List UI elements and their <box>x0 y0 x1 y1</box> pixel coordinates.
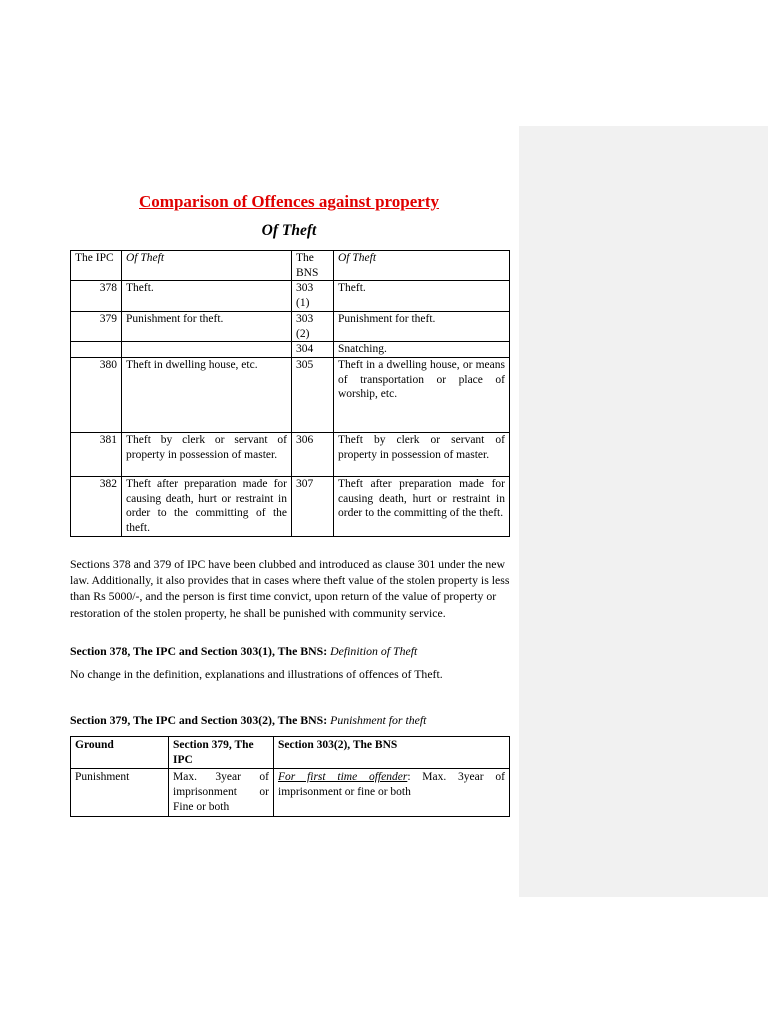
clause-summary-paragraph: Sections 378 and 379 of IPC have been clubbed and introduced as clause 301 under the new law. Additionally, it also provides that in cases where theft value of the stolen property is less than Rs 5000/-, and the person is first time convict, upon return of the value of property or restoration of the stolen property, he shall be punished with community service. <box>70 557 510 620</box>
bns-punishment-text: : Max. 3year of imprisonment or fine or both <box>278 771 505 799</box>
ipc-section-cell: 381 <box>71 432 122 476</box>
ipc-section-cell <box>71 342 122 358</box>
bns-punishment-cell <box>274 769 510 816</box>
ipc-section-cell: 379 <box>71 311 122 341</box>
table-row <box>71 432 510 476</box>
punishment-comparison-table <box>70 736 510 817</box>
ipc-column-header: The IPC <box>71 251 122 281</box>
section-subtitle: Of Theft <box>261 222 317 239</box>
ipc-section-cell: 378 <box>71 281 122 311</box>
bns-offence-cell: Theft. <box>334 281 510 311</box>
ipc-heading-cell: Of Theft <box>122 251 292 281</box>
bns-section-cell: 306 <box>292 432 334 476</box>
ipc-section-cell: 380 <box>71 357 122 432</box>
ipc-offence-cell: Theft in dwelling house, etc. <box>122 357 292 432</box>
heading-bold-text: Section 379, The IPC and Section 303(2), The BNS: <box>70 713 328 727</box>
ipc-column-header: Section 379, The IPC <box>169 737 274 769</box>
ground-column-header: Ground <box>71 737 169 769</box>
bns-offence-cell: Snatching. <box>334 342 510 358</box>
ground-cell: Punishment <box>71 769 169 816</box>
table-row <box>71 342 510 358</box>
bns-section-cell: 307 <box>292 476 334 536</box>
bns-column-header: The BNS <box>292 251 334 281</box>
ipc-offence-cell: Punishment for theft. <box>122 311 292 341</box>
ipc-punishment-cell: Max. 3year of imprisonment or Fine or both <box>169 769 274 816</box>
bns-section-cell: 305 <box>292 357 334 432</box>
bns-offence-cell: Punishment for theft. <box>334 311 510 341</box>
heading-bold-text: Section 378, The IPC and Section 303(1), The BNS: <box>70 644 328 658</box>
bns-offence-cell: Theft after preparation made for causing death, hurt or restraint in order to the committing of the theft. <box>334 476 510 536</box>
ipc-offence-cell <box>122 342 292 358</box>
bns-offence-cell: Theft in a dwelling house, or means of transportation or place of worship, etc. <box>334 357 510 432</box>
bns-heading-cell: Of Theft <box>334 251 510 281</box>
comment-pane <box>519 126 768 897</box>
theft-comparison-table <box>70 250 510 537</box>
heading-italic-text: Punishment for theft <box>330 713 427 727</box>
no-change-paragraph: No change in the definition, explanations and illustrations of offences of Theft. <box>70 667 443 681</box>
first-time-offender-label: For first time offender <box>278 771 408 784</box>
table-row <box>71 769 510 816</box>
bns-offence-cell: Theft by clerk or servant of property in possession of master. <box>334 432 510 476</box>
heading-italic-text: Definition of Theft <box>330 644 418 658</box>
table-row <box>71 311 510 341</box>
document-title: Comparison of Offences against property <box>139 192 439 211</box>
table-row <box>71 476 510 536</box>
bns-section-cell: 303 (1) <box>292 281 334 311</box>
ipc-offence-cell: Theft. <box>122 281 292 311</box>
ipc-offence-cell: Theft after preparation made for causing death, hurt or restraint in order to the committing of the theft. <box>122 476 292 536</box>
table-header-row <box>71 251 510 281</box>
ipc-offence-cell: Theft by clerk or servant of property in possession of master. <box>122 432 292 476</box>
section-heading-punishment <box>70 712 522 728</box>
table-row <box>71 281 510 311</box>
bns-section-cell: 303 (2) <box>292 311 334 341</box>
bns-column-header: Section 303(2), The BNS <box>274 737 510 769</box>
section-heading-definition <box>70 643 522 659</box>
table-row <box>71 357 510 432</box>
bns-section-cell: 304 <box>292 342 334 358</box>
ipc-section-cell: 382 <box>71 476 122 536</box>
table-header-row <box>71 737 510 769</box>
